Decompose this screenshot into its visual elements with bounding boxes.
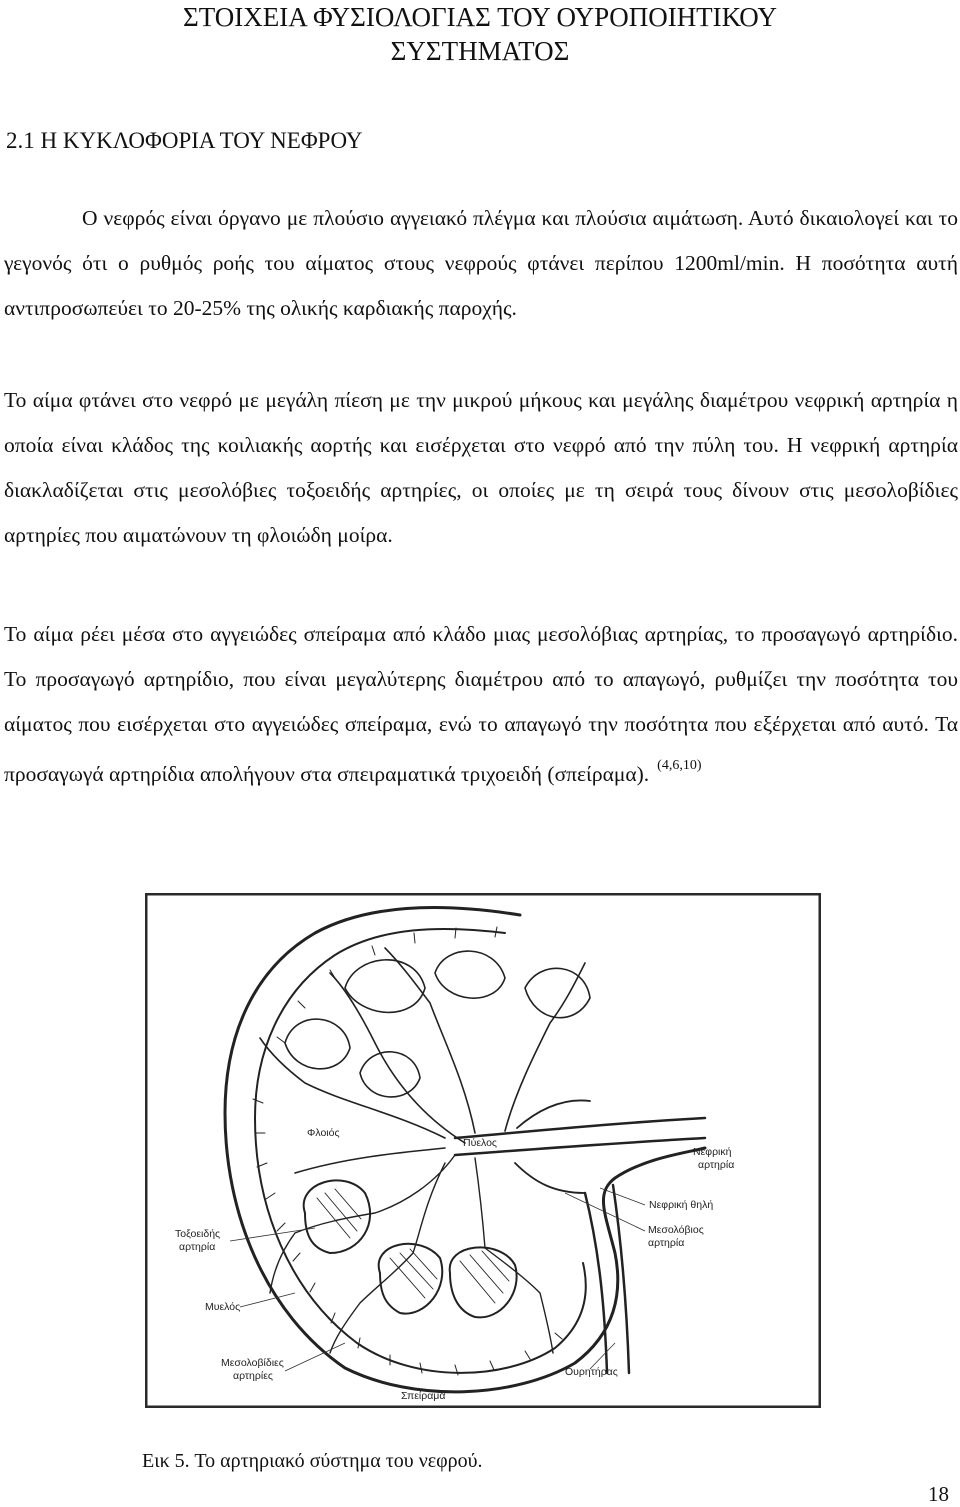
label-arcuate-1: Τοξοειδής [175, 1228, 221, 1240]
paragraph-3 [4, 612, 958, 797]
page-title [0, 0, 960, 68]
page-title-line-2: ΣΥΣΤΗΜΑΤΟΣ [390, 36, 570, 66]
label-renal-vein: Νεφρική θηλή [649, 1199, 714, 1211]
paragraph-1: Ο νεφρός είναι όργανο με πλούσιο αγγειακό πλέγμα και πλούσια αιμάτωση. Αυτό δικαιολογεί και το γεγονός ότι ο ρυθμός ροής του αίματος στους νεφρούς φτάνει περίπου 1200ml/min. Η ποσότητα αυτή αντιπροσωπεύει το 20-25% της ολικής καρδιακής παροχής. [4, 206, 958, 320]
label-arcuate-2: αρτηρία [179, 1241, 216, 1253]
label-cortex: Φλοιός [307, 1127, 340, 1139]
page-number: 18 [928, 1482, 949, 1506]
label-renal-artery-2: αρτηρία [698, 1159, 735, 1171]
kidney-diagram [145, 893, 821, 1408]
label-interlobar-1: Μεσολόβιος [648, 1224, 704, 1236]
figure-caption: Εικ 5. Το αρτηριακό σύστημα του νεφρού. [142, 1450, 483, 1472]
label-interlobular-1: Μεσολοβίδιες [221, 1357, 284, 1369]
page-title-line-1: ΣΤΟΙΧΕΙΑ ΦΥΣΙΟΛΟΓΙΑΣ ΤΟΥ ΟΥΡΟΠΟΙΗΤΙΚΟΥ [183, 2, 777, 32]
paragraph-2: Το αίμα φτάνει στο νεφρό με μεγάλη πίεση με την μικρού μήκους και μεγάλης διαμέτρου νεφρική αρτηρία η οποία είναι κλάδος της κοιλιακής αορτής και εισέρχεται στο νεφρό από την πύλη του. Η νεφρική αρτηρία διακλαδίζεται στις μεσολόβιες τοξοειδής αρτηρίες, οι οποίες με τη σειρά τους δίνουν στις μεσολοβίδιες αρτηρίες που αιματώνουν τη φλοιώδη μοίρα. [4, 388, 958, 547]
label-renal-artery-1: Νεφρική [693, 1146, 732, 1158]
label-medulla: Μυελός [205, 1301, 241, 1313]
label-pelvis: Πύελος [463, 1137, 497, 1149]
paragraph-3-text: Το αίμα ρέει μέσα στο αγγειώδες σπείραμα από κλάδο μιας μεσολόβιας αρτηρίας, το προσαγωγό αρτηρίδιο. Το προσαγωγό αρτηρίδιο, που είναι μεγαλύτερης διαμέτρου από το απαγωγό, ρυθμίζει την ποσότητα του αίματος που εισέρχεται στο αγγειώδες σπείραμα, ενώ το απαγωγό την ποσότητα που εξέρχεται από αυτό. Τα προσαγωγά αρτηρίδια απολήγουν στα σπειραματικά τριχοειδή (σπείραμα). [4, 622, 958, 787]
citation: (4,6,10) [657, 758, 702, 773]
section-heading: 2.1 Η ΚΥΚΛΟΦΟΡΙΑ ΤΟΥ ΝΕΦΡΟΥ [6, 128, 363, 153]
label-interlobular-2: αρτηρίες [233, 1370, 273, 1382]
label-interlobar-2: αρτηρία [648, 1237, 685, 1249]
label-glomerulus: Σπείραμα [401, 1390, 446, 1402]
label-ureter: Ουρητήρας [565, 1366, 618, 1378]
kidney-diagram-figure [145, 893, 821, 1408]
